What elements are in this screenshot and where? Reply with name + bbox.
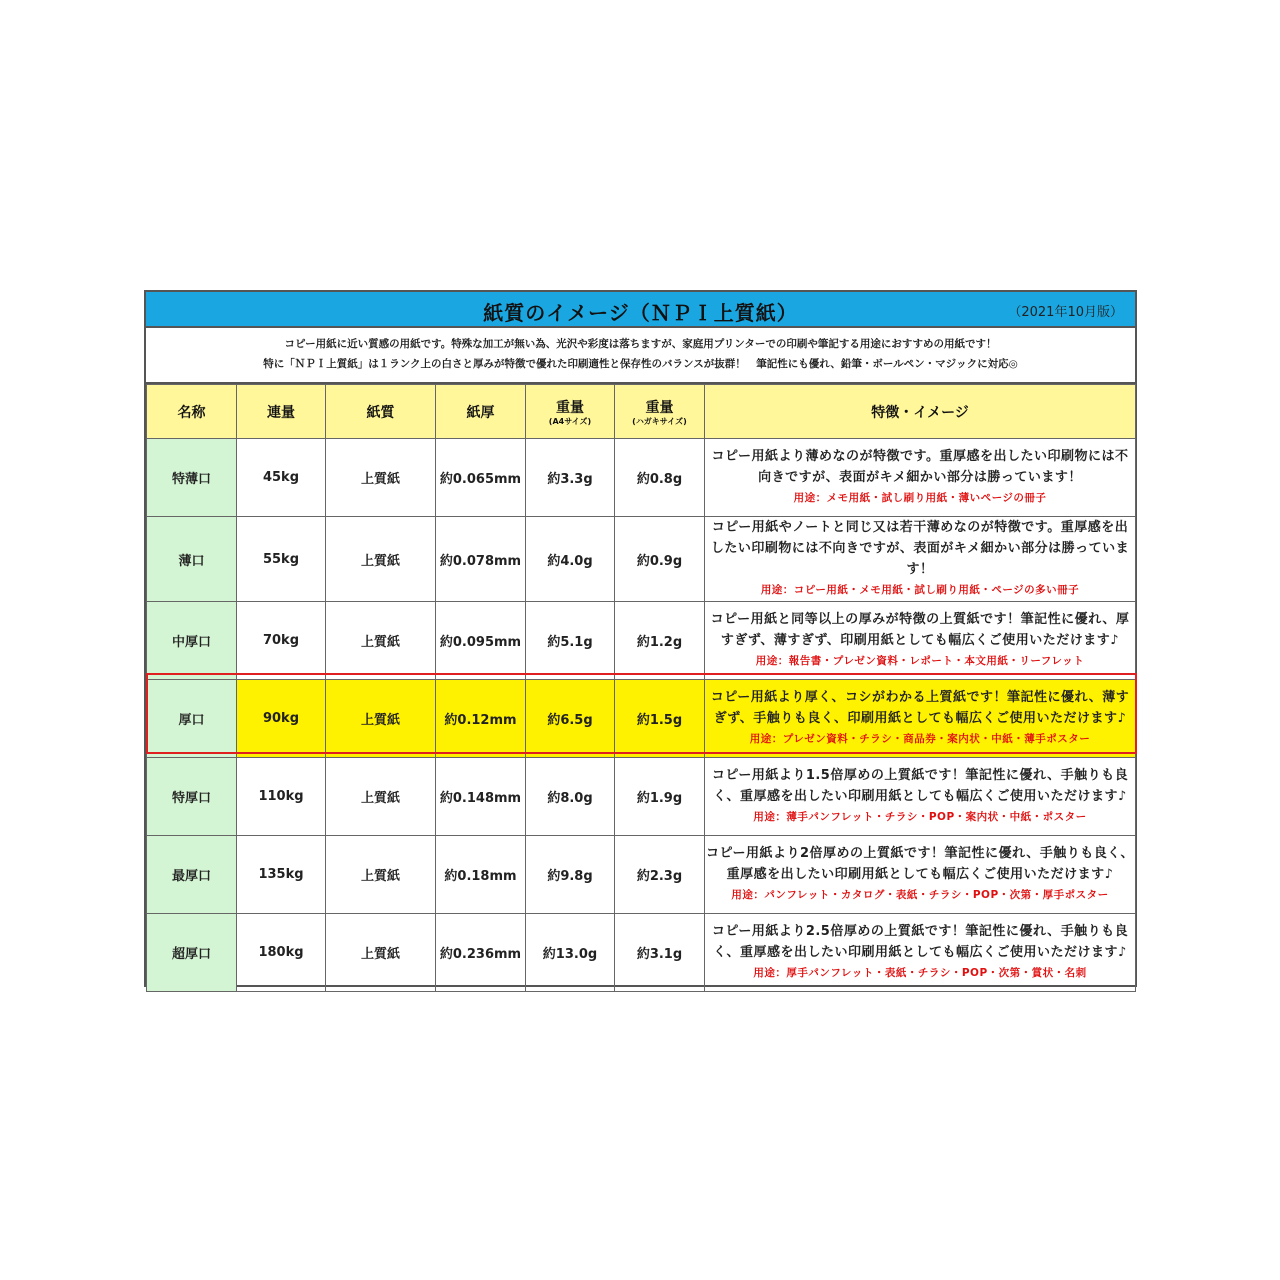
basis-weight: 70kg [237, 602, 326, 680]
intro-text [146, 328, 1135, 384]
features-cell [705, 914, 1136, 992]
thickness: 約0.095mm [436, 602, 526, 680]
paper-name: 特厚口 [147, 758, 237, 836]
header-weight-a4-sub: (A4サイズ) [548, 417, 592, 426]
weight-a4: 約9.8g [526, 836, 615, 914]
weight-postcard: 約0.9g [615, 517, 705, 602]
table-row [147, 758, 1136, 836]
feature-description: コピー用紙より1.5倍厚めの上質紙です！筆記性に優れ、手触りも良く、重厚感を出したい印刷用紙としても幅広くご使用いただけます♪ [711, 768, 1129, 804]
feature-uses: 用途：メモ用紙・試し刷り用紙・薄いページの冊子 [793, 492, 1047, 504]
weight-a4: 約8.0g [526, 758, 615, 836]
weight-a4: 約4.0g [526, 517, 615, 602]
features-cell [705, 439, 1136, 517]
header-weight-postcard-label: 重量 [645, 400, 674, 416]
header-weight-a4 [526, 385, 615, 439]
feature-uses: 用途：プレゼン資料・チラシ・商品券・案内状・中紙・薄手ポスター [749, 733, 1091, 745]
table-row [147, 517, 1136, 602]
basis-weight: 55kg [237, 517, 326, 602]
weight-a4: 約13.0g [526, 914, 615, 992]
features-cell [705, 836, 1136, 914]
feature-description: コピー用紙と同等以上の厚みが特徴の上質紙です！筆記性に優れ、厚すぎず、薄すぎず、印刷用紙としても幅広くご使用いただけます♪ [710, 612, 1130, 648]
feature-uses: 用途：パンフレット・カタログ・表紙・チラシ・POP・次第・厚手ポスター [731, 889, 1109, 901]
header-weight-postcard [615, 385, 705, 439]
edition-label: （2021年10月版） [1008, 305, 1123, 320]
basis-weight: 135kg [237, 836, 326, 914]
basis-weight: 45kg [237, 439, 326, 517]
table-row [147, 836, 1136, 914]
weight-postcard: 約1.5g [615, 680, 705, 758]
paper-name: 薄口 [147, 517, 237, 602]
feature-description: コピー用紙やノートと同じ又は若干薄めなのが特徴です。重厚感を出したい印刷物には不向きですが、表面がキメ細かい部分は勝っています！ [710, 520, 1130, 577]
header-name: 名称 [147, 385, 237, 439]
paper-comparison-sheet [144, 290, 1137, 987]
weight-postcard: 約1.2g [615, 602, 705, 680]
header-paper-type: 紙質 [326, 385, 436, 439]
sheet-title: 紙質のイメージ（ＮＰＩ上質紙） [483, 301, 798, 325]
basis-weight: 110kg [237, 758, 326, 836]
feature-uses: 用途：報告書・プレゼン資料・レポート・本文用紙・リーフレット [755, 655, 1085, 667]
weight-postcard: 約0.8g [615, 439, 705, 517]
table-row [147, 439, 1136, 517]
intro-line-2: 特に「ＮＰＩ上質紙」は１ランク上の白さと厚みが特徴で優れた印刷適性と保存性のバランスが抜群！ 筆記性にも優れ、鉛筆・ボールペン・マジックに対応◎ [263, 358, 1018, 370]
feature-uses: 用途：厚手パンフレット・表紙・チラシ・POP・次第・賞状・名刺 [753, 967, 1087, 979]
paper-name: 最厚口 [147, 836, 237, 914]
paper-type: 上質紙 [326, 914, 436, 992]
table-header-row [147, 385, 1136, 439]
thickness: 約0.18mm [436, 836, 526, 914]
thickness: 約0.148mm [436, 758, 526, 836]
feature-description: コピー用紙より薄めなのが特徴です。重厚感を出したい印刷物には不向きですが、表面がキメ細かい部分は勝っています！ [711, 449, 1129, 485]
header-weight-postcard-sub: (ハガキサイズ) [632, 417, 687, 426]
weight-a4: 約6.5g [526, 680, 615, 758]
feature-uses: 用途：薄手パンフレット・チラシ・POP・案内状・中紙・ポスター [753, 811, 1087, 823]
paper-type: 上質紙 [326, 758, 436, 836]
header-weight-a4-label: 重量 [556, 400, 584, 416]
header-thickness: 紙厚 [436, 385, 526, 439]
feature-uses: 用途：コピー用紙・メモ用紙・試し刷り用紙・ページの多い冊子 [760, 584, 1080, 596]
features-cell [705, 680, 1136, 758]
thickness: 約0.236mm [436, 914, 526, 992]
paper-spec-table [146, 384, 1136, 992]
paper-name: 中厚口 [147, 602, 237, 680]
paper-type: 上質紙 [326, 517, 436, 602]
header-basis-weight: 連量 [237, 385, 326, 439]
paper-type: 上質紙 [326, 439, 436, 517]
weight-postcard: 約1.9g [615, 758, 705, 836]
basis-weight: 180kg [237, 914, 326, 992]
basis-weight: 90kg [237, 680, 326, 758]
features-cell [705, 517, 1136, 602]
intro-line-1: コピー用紙に近い質感の用紙です。特殊な加工が無い為、光沢や彩度は落ちますが、家庭用プリンターでの印刷や筆記する用途におすすめの用紙です！ [284, 338, 997, 350]
weight-a4: 約3.3g [526, 439, 615, 517]
feature-description: コピー用紙より2.5倍厚めの上質紙です！筆記性に優れ、手触りも良く、重厚感を出したい印刷用紙としても幅広くご使用いただけます♪ [711, 924, 1129, 960]
paper-name: 特薄口 [147, 439, 237, 517]
weight-postcard: 約3.1g [615, 914, 705, 992]
weight-postcard: 約2.3g [615, 836, 705, 914]
features-cell [705, 758, 1136, 836]
title-bar [146, 292, 1135, 328]
paper-type: 上質紙 [326, 680, 436, 758]
paper-name: 厚口 [147, 680, 237, 758]
feature-description: コピー用紙より厚く、コシがわかる上質紙です！筆記性に優れ、薄すぎず、手触りも良く、印刷用紙としても幅広くご使用いただけます♪ [710, 690, 1130, 726]
paper-type: 上質紙 [326, 602, 436, 680]
thickness: 約0.065mm [436, 439, 526, 517]
table-row [147, 602, 1136, 680]
table-row [147, 680, 1136, 758]
features-cell [705, 602, 1136, 680]
thickness: 約0.078mm [436, 517, 526, 602]
paper-name: 超厚口 [147, 914, 237, 992]
header-features: 特徴・イメージ [705, 385, 1136, 439]
table-row [147, 914, 1136, 992]
thickness: 約0.12mm [436, 680, 526, 758]
feature-description: コピー用紙より2倍厚めの上質紙です！筆記性に優れ、手触りも良く、重厚感を出したい印刷用紙としても幅広くご使用いただけます♪ [705, 846, 1135, 882]
paper-type: 上質紙 [326, 836, 436, 914]
weight-a4: 約5.1g [526, 602, 615, 680]
